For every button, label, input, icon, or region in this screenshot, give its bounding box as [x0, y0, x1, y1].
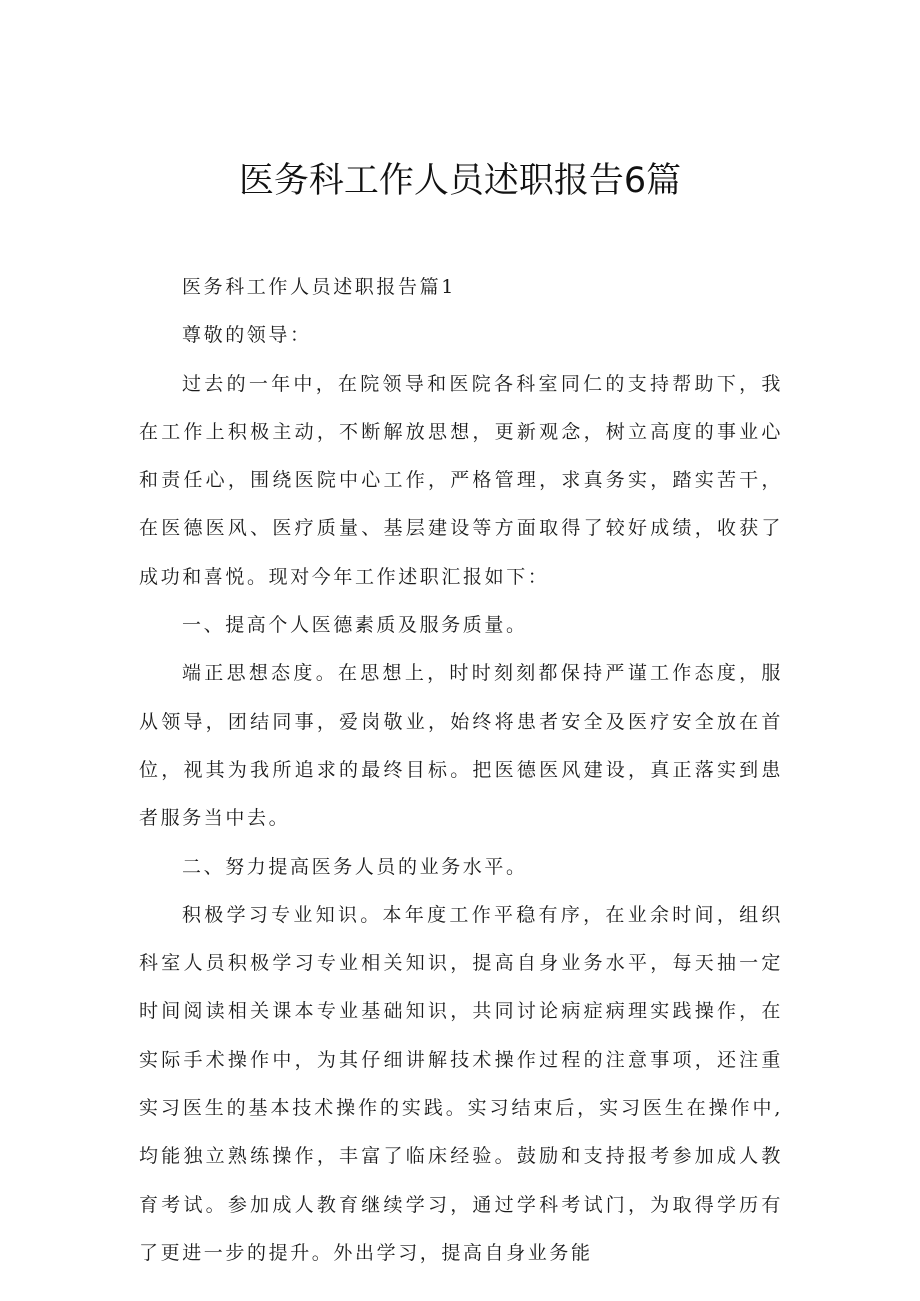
- document-body: [139, 263, 783, 1277]
- salutation: 尊敬的领导：: [182, 324, 312, 347]
- body-paragraph: 积极学习专业知识。本年度工作平稳有序，在业余时间，组织科室人员积极学习专业相关知识，提高自身业务水平，每天抽一定时间阅读相关课本专业基础知识，共同讨论病症病理实践操作，在实际手术操作中，为其仔细讲解技术操作过程的注意事项，还注重实习医生的基本技术操作的实践。实习结束后，实习医生在操作中,均能独立熟练操作，丰富了临床经验。鼓励和支持报考参加成人教育考试。参加成人教育继续学习，通过学科考试门，为取得学历有了更进一步的提升。外出学习，提高自身业务能: [139, 903, 783, 1264]
- subsection-heading: 一、提高个人医德素质及服务质量。: [182, 614, 528, 637]
- subsection-heading: 二、努力提高医务人员的业务水平。: [182, 855, 528, 878]
- section-heading: 医务科工作人员述职报告篇1: [182, 276, 456, 298]
- body-paragraph: 端正思想态度。在思想上，时时刻刻都保持严谨工作态度，服从领导，团结同事，爱岗敬业，始终将患者安全及医疗安全放在首位，视其为我所追求的最终目标。把医德医风建设，真正落实到患者服务当中去。: [139, 662, 783, 830]
- body-paragraph: 过去的一年中，在院领导和医院各科室同仁的支持帮助下，我在工作上积极主动，不断解放思想，更新观念，树立高度的事业心和责任心，围绕医院中心工作，严格管理，求真务实，踏实苦干，在医德医风、医疗质量、基层建设等方面取得了较好成绩，收获了成功和喜悦。现对今年工作述职汇报如下：: [139, 372, 783, 588]
- document-title: 医务科工作人员述职报告6篇: [238, 161, 682, 201]
